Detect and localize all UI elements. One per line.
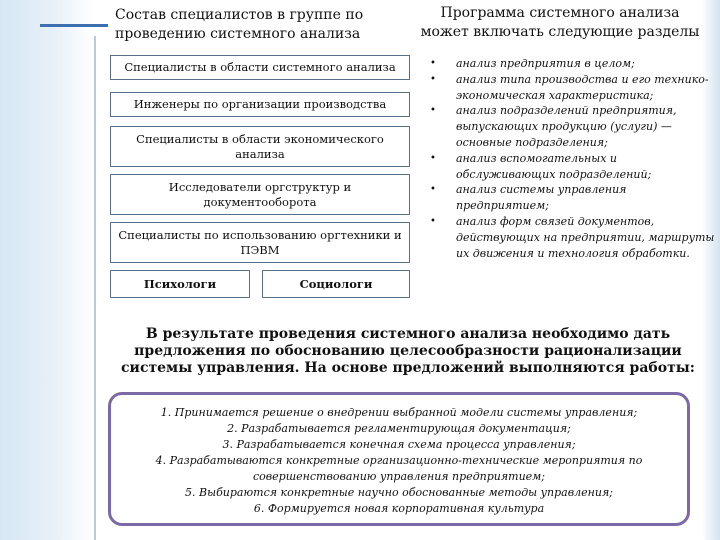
work-item: 2. Разрабатывается регламентирующая документация; [227, 422, 571, 435]
specialist-box: Специалисты по использованию оргтехники и ПЭВМ [110, 222, 410, 263]
work-item: 1. Принимается решение о внедрении выбранной модели системы управления; [160, 406, 638, 419]
psychologists-box: Психологи [110, 270, 250, 298]
program-sections-list [430, 56, 715, 261]
bullet-icon: • [430, 152, 436, 164]
accent-line [40, 24, 108, 27]
accent-divider [94, 36, 96, 540]
specialists-title: Состав специалистов в группе по проведению системного анализа [115, 7, 364, 42]
sociologists-box: Социологи [262, 270, 410, 298]
specialist-box: Инженеры по организации производства [110, 92, 410, 117]
list-item: • анализ типа производства и его технико-экономическая характеристика; [430, 72, 709, 102]
work-item: 5. Выбираются конкретные научно обоснованные методы управления; [185, 486, 613, 499]
specialist-box: Исследователи оргструктур и документооборота [110, 174, 410, 215]
summary-paragraph: В результате проведения системного анализа необходимо дать предложения по обоснованию целесообразности рационализации системы управления. На основе предложений выполняются работы: [121, 326, 695, 376]
left-decor-bar [0, 0, 95, 540]
bullet-icon: • [430, 184, 436, 196]
bullet-icon: • [430, 215, 436, 227]
list-item: • анализ вспомогательных и обслуживающих подразделений; [430, 151, 652, 181]
works-box [108, 392, 690, 526]
bullet-icon: • [430, 73, 436, 85]
bullet-icon: • [430, 58, 436, 69]
specialist-box: Специалисты в области системного анализа [110, 55, 410, 80]
list-item: • анализ подразделений предприятия, выпускающих продукцию (услуги) — основные подразделения; [430, 104, 677, 149]
specialist-box: Специалисты в области экономического анализа [110, 126, 410, 167]
program-title: Программа системного анализа может включать следующие разделы [420, 5, 700, 40]
list-item: • анализ системы управления предприятием; [430, 183, 627, 213]
list-item: • анализ предприятия в целом; [430, 57, 635, 70]
work-item: 6. Формируется новая корпоративная культура [253, 502, 545, 515]
work-item: 4. Разрабатываются конкретные организационно-технические мероприятия по совершенствованию управления предприятием; [155, 454, 643, 483]
bullet-icon: • [430, 105, 436, 117]
list-item: • анализ форм связей документов, действующих на предприятии, маршруты их движения и технология обработки. [430, 214, 715, 260]
work-item: 3. Разрабатывается конечная схема процесса управления; [222, 438, 576, 451]
